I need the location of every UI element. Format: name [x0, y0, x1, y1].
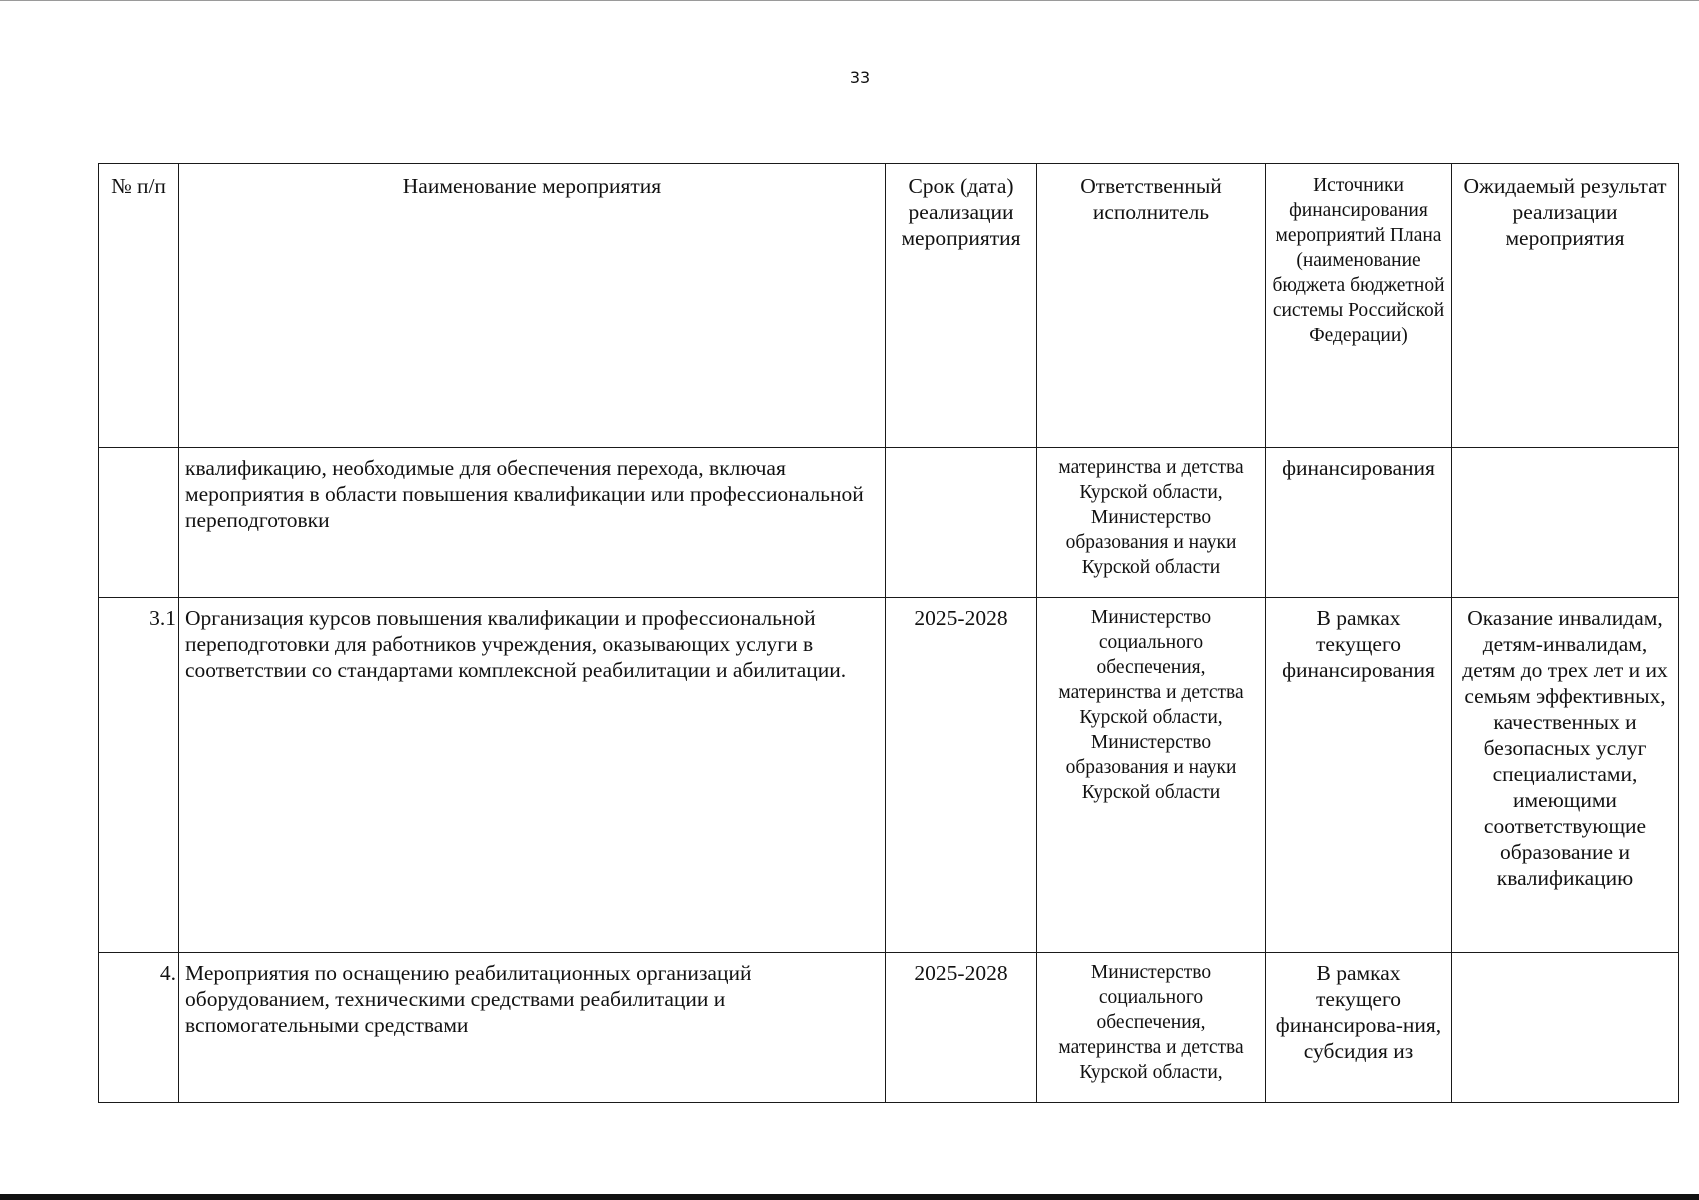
header-name: Наименование мероприятия — [179, 164, 886, 448]
row-result — [1452, 953, 1679, 1103]
row-funding: В рамках текущего финансирова-ния, субсидия из — [1266, 953, 1452, 1103]
header-funding: Источники финансирования мероприятий Плана (наименование бюджета бюджетной системы Российской Федерации) — [1266, 164, 1452, 448]
scan-bottom-edge — [0, 1194, 1699, 1200]
scan-top-edge — [0, 0, 1699, 1]
row-executor: Министерство социального обеспечения, материнства и детства Курской области, Министерство образования и науки Курской области — [1037, 598, 1266, 953]
row-executor: материнства и детства Курской области, Министерство образования и науки Курской области — [1037, 448, 1266, 598]
plan-table — [98, 163, 1679, 1103]
row-funding: финансирования — [1266, 448, 1452, 598]
page-number: 33 — [849, 68, 871, 87]
row-term: 2025-2028 — [886, 598, 1037, 953]
row-term: 2025-2028 — [886, 953, 1037, 1103]
table-row — [99, 598, 1679, 953]
row-executor: Министерство социального обеспечения, материнства и детства Курской области, — [1037, 953, 1266, 1103]
header-result: Ожидаемый результат реализации мероприятия — [1452, 164, 1679, 448]
table-row — [99, 953, 1679, 1103]
row-term — [886, 448, 1037, 598]
row-name: квалификацию, необходимые для обеспечения перехода, включая мероприятия в области повышения квалификации или профессиональной переподготовки — [179, 448, 886, 598]
row-result — [1452, 448, 1679, 598]
header-term: Срок (дата) реализации мероприятия — [886, 164, 1037, 448]
table-row — [99, 448, 1679, 598]
row-number — [99, 448, 179, 598]
row-result: Оказание инвалидам, детям-инвалидам, детям до трех лет и их семьям эффективных, качественных и безопасных услуг специалистами, имеющими соответствующие образование и квалификацию — [1452, 598, 1679, 953]
header-number: № п/п — [99, 164, 179, 448]
header-executor: Ответственный исполнитель — [1037, 164, 1266, 448]
row-name: Организация курсов повышения квалификации и профессиональной переподготовки для работников учреждения, оказывающих услуги в соответствии со стандартами комплексной реабилитации и абилитации. — [179, 598, 886, 953]
row-number: 3.1 — [99, 598, 179, 953]
row-funding: В рамках текущего финансирования — [1266, 598, 1452, 953]
table-header-row — [99, 164, 1679, 448]
row-name: Мероприятия по оснащению реабилитационных организаций оборудованием, техническими средствами реабилитации и вспомогательными средствами — [179, 953, 886, 1103]
row-number: 4. — [99, 953, 179, 1103]
